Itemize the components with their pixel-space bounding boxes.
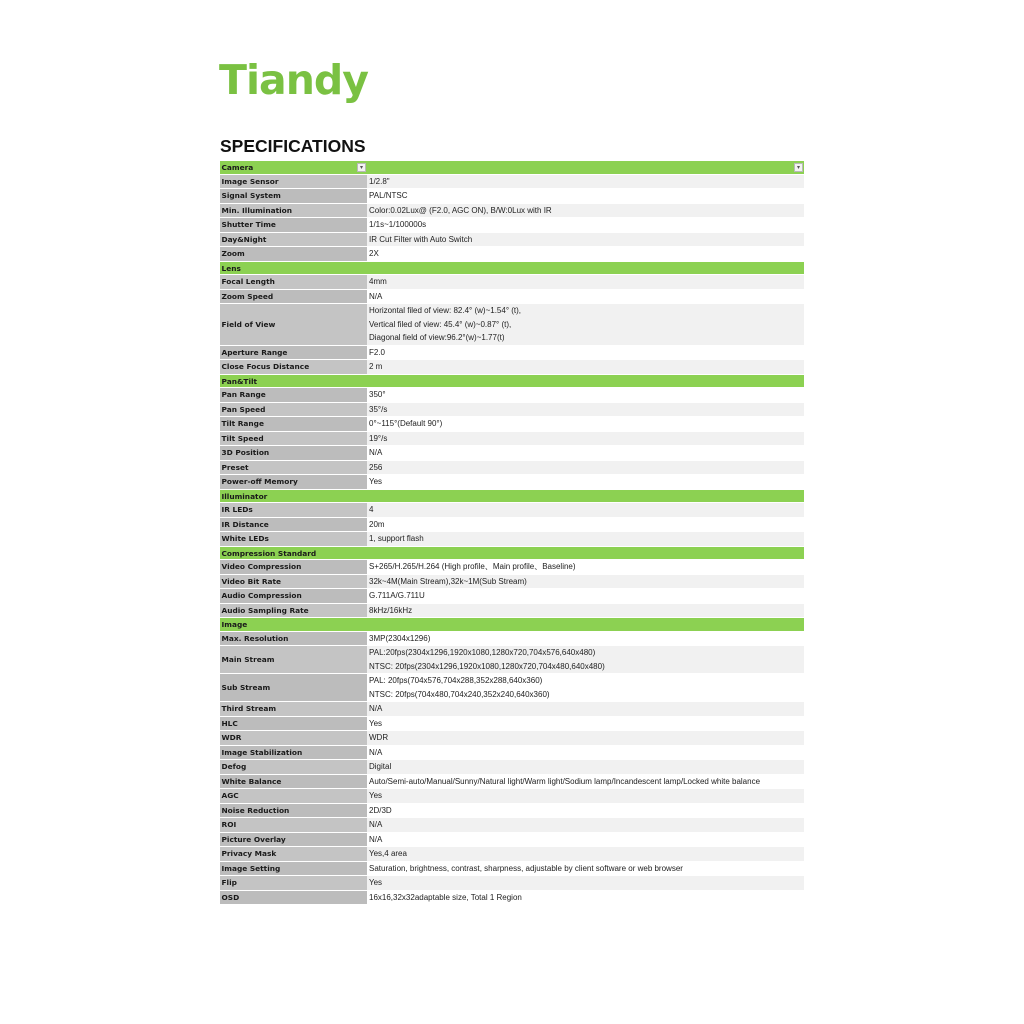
spec-row: [220, 189, 804, 204]
spec-row: [220, 876, 804, 891]
spec-value-line: N/A: [369, 820, 383, 829]
spec-key: Third Stream: [220, 702, 367, 717]
spec-row: [220, 218, 804, 233]
spec-value: [367, 731, 804, 746]
spec-row: [220, 360, 804, 375]
spec-row: [220, 731, 804, 746]
section-fill: [367, 490, 804, 503]
section-fill: [367, 262, 804, 275]
spec-value: [367, 847, 804, 862]
spec-row: [220, 275, 804, 290]
section-title: Illuminator: [221, 491, 268, 501]
spec-key: Tilt Speed: [220, 432, 367, 447]
spec-row: [220, 775, 804, 790]
spec-key: AGC: [220, 789, 367, 804]
spec-row: [220, 503, 804, 518]
spec-value-line: N/A: [369, 747, 383, 757]
section-title: Camera ▾: [220, 161, 367, 174]
spec-value: [367, 789, 804, 804]
spec-row: [220, 717, 804, 732]
spec-value-line: IR Cut Filter with Auto Switch: [369, 234, 473, 244]
spec-key: IR Distance: [220, 518, 367, 533]
spec-value: [367, 218, 804, 233]
spec-key: Video Bit Rate: [220, 575, 367, 590]
spec-key: Image Sensor: [220, 175, 367, 190]
spec-value-line: 2X: [369, 249, 379, 258]
spec-row: [220, 432, 804, 447]
tiandy-logo: Tiandy: [219, 56, 368, 104]
spec-key: Day&Night: [220, 233, 367, 248]
spec-value: [367, 233, 804, 248]
spec-row: [220, 233, 804, 248]
spec-value-line: 2 m: [369, 362, 383, 371]
spec-value-line: 32k~4M(Main Stream),32k~1M(Sub Stream): [369, 576, 527, 586]
spec-key: Min. Illumination: [220, 204, 367, 219]
spec-value-line: 20m: [369, 519, 385, 529]
spec-key: Audio Sampling Rate: [220, 604, 367, 619]
spec-key: WDR: [220, 731, 367, 746]
section-header: [220, 547, 804, 561]
spec-value: [367, 876, 804, 891]
spec-value-line: 4: [369, 505, 374, 514]
section-header: [220, 161, 804, 175]
spec-value-line: Color:0.02Lux@ (F2.0, AGC ON), B/W:0Lux with IR: [369, 205, 552, 215]
spec-value: [367, 204, 804, 219]
spec-value: [367, 833, 804, 848]
section-header: [220, 262, 804, 276]
spec-value: [367, 189, 804, 204]
filter-dropdown-icon[interactable]: ▾: [794, 163, 803, 172]
spec-value: [367, 388, 804, 403]
spec-value-line: 1, support flash: [369, 534, 424, 543]
spec-value: [367, 674, 804, 702]
spec-value-line: Yes: [369, 791, 383, 800]
spec-row: [220, 847, 804, 862]
spec-value-line: 35°/s: [369, 404, 388, 414]
spec-key: Signal System: [220, 189, 367, 204]
spec-value: [367, 818, 804, 833]
spec-value-line: Yes: [369, 878, 383, 887]
spec-key: Pan Speed: [220, 403, 367, 418]
spec-key: Image Stabilization: [220, 746, 367, 761]
spec-value: [367, 589, 804, 604]
spec-value: [367, 432, 804, 447]
spec-value-line: Auto/Semi-auto/Manual/Sunny/Natural light/Warm light/Sodium lamp/Incandescent lamp/Locked white balance: [369, 776, 761, 786]
spec-key: Field of View: [220, 304, 367, 346]
spec-value: [367, 760, 804, 775]
spec-row: [220, 862, 804, 877]
spec-value: [367, 575, 804, 590]
spec-value-line: 8kHz/16kHz: [369, 605, 413, 615]
spec-key: Picture Overlay: [220, 833, 367, 848]
section-header: [220, 375, 804, 389]
spec-value-line: 2D/3D: [369, 805, 392, 815]
spec-key: Defog: [220, 760, 367, 775]
spec-value-line: PAL/NTSC: [369, 191, 408, 200]
spec-row: [220, 388, 804, 403]
spec-row: [220, 818, 804, 833]
spec-row: [220, 403, 804, 418]
spec-value: [367, 717, 804, 732]
spec-value-line: 0°~115°(Default 90°): [369, 419, 443, 428]
spec-value-line: Horizontal filed of view: 82.4° (w)~1.54° (t),: [369, 306, 522, 315]
spec-value: [367, 646, 804, 674]
spec-row: [220, 518, 804, 533]
spec-key: 3D Position: [220, 446, 367, 461]
spec-value-line: N/A: [369, 291, 383, 301]
spec-value-line: 16x16,32x32adaptable size, Total 1 Region: [369, 892, 522, 902]
spec-value-line: Vertical filed of view: 45.4° (w)~0.87° (t),: [369, 319, 512, 329]
spec-value-line: N/A: [369, 704, 383, 713]
spec-value-line: Yes: [369, 477, 383, 486]
spec-key: Focal Length: [220, 275, 367, 290]
spec-value: [367, 360, 804, 375]
filter-dropdown-icon[interactable]: ▾: [357, 163, 366, 172]
spec-row: [220, 760, 804, 775]
spec-row: [220, 461, 804, 476]
spec-value: [367, 175, 804, 190]
spec-value: [367, 632, 804, 647]
spec-value: [367, 804, 804, 819]
spec-value-line: PAL:20fps(2304x1296,1920x1080,1280x720,704x576,640x480): [369, 648, 596, 657]
spec-value: [367, 891, 804, 906]
section-fill: [367, 161, 804, 174]
section-header: [220, 490, 804, 504]
spec-row: [220, 604, 804, 619]
spec-value-line: 350°: [369, 390, 386, 399]
spec-value-line: 256: [369, 462, 383, 472]
spec-row: [220, 175, 804, 190]
spec-row: [220, 702, 804, 717]
spec-row: [220, 204, 804, 219]
spec-row: [220, 632, 804, 647]
spec-value-line: 4mm: [369, 277, 387, 286]
spec-value-line: Yes,4 area: [369, 849, 407, 858]
spec-key: Pan Range: [220, 388, 367, 403]
spec-row: [220, 646, 804, 674]
spec-value: [367, 446, 804, 461]
spec-value-line: 1/1s~1/100000s: [369, 220, 427, 229]
spec-table: [220, 161, 804, 905]
spec-row: [220, 560, 804, 575]
spec-value-line: NTSC: 20fps(2304x1296,1920x1080,1280x720,704x480,640x480): [369, 661, 605, 671]
spec-key: Tilt Range: [220, 417, 367, 432]
spec-key: Max. Resolution: [220, 632, 367, 647]
section-fill: [367, 547, 804, 560]
spec-key: Sub Stream: [220, 674, 367, 702]
spec-row: [220, 746, 804, 761]
section-title: Lens: [221, 263, 241, 273]
spec-row: [220, 589, 804, 604]
section-title: Pan&Tilt: [221, 376, 258, 386]
spec-value-line: F2.0: [369, 347, 386, 357]
spec-key: ROI: [220, 818, 367, 833]
spec-value: [367, 518, 804, 533]
spec-key: Privacy Mask: [220, 847, 367, 862]
spec-row: [220, 575, 804, 590]
section-title: Image: [221, 620, 248, 629]
page-title: SPECIFICATIONS: [220, 136, 366, 156]
spec-key: Main Stream: [220, 646, 367, 674]
spec-value-line: Saturation, brightness, contrast, sharpness, adjustable by client software or web browser: [369, 863, 683, 873]
spec-key: Shutter Time: [220, 218, 367, 233]
section-title: Compression Standard: [221, 548, 317, 558]
spec-row: [220, 417, 804, 432]
section-header: [220, 618, 804, 632]
spec-row: [220, 446, 804, 461]
spec-key: Close Focus Distance: [220, 360, 367, 375]
spec-value-line: N/A: [369, 834, 383, 844]
spec-row: [220, 833, 804, 848]
spec-row: [220, 532, 804, 547]
spec-value-line: 1/2.8": [369, 176, 390, 186]
spec-key: HLC: [220, 717, 367, 732]
spec-value-line: N/A: [369, 448, 383, 457]
spec-value-line: NTSC: 20fps(704x480,704x240,352x240,640x360): [369, 689, 550, 699]
spec-value: [367, 702, 804, 717]
spec-value: [367, 403, 804, 418]
spec-row: [220, 804, 804, 819]
spec-value-line: Yes: [369, 718, 383, 728]
spec-key: Audio Compression: [220, 589, 367, 604]
spec-key: White LEDs: [220, 532, 367, 547]
spec-row: [220, 674, 804, 702]
spec-value: [367, 862, 804, 877]
spec-key: Flip: [220, 876, 367, 891]
spec-value-line: Diagonal field of view:96.2°(w)~1.77(t): [369, 333, 505, 342]
spec-row: [220, 891, 804, 906]
spec-value-line: 3MP(2304x1296): [369, 633, 431, 643]
spec-key: Zoom: [220, 247, 367, 262]
spec-value-line: S+265/H.265/H.264 (High profile、Main profile、Baseline): [369, 562, 576, 571]
spec-value: [367, 475, 804, 490]
section-fill: [367, 618, 804, 631]
spec-key: Aperture Range: [220, 346, 367, 361]
spec-value: [367, 290, 804, 305]
spec-row: [220, 475, 804, 490]
spec-value: [367, 560, 804, 575]
spec-value-line: WDR: [369, 733, 389, 742]
spec-key: White Balance: [220, 775, 367, 790]
spec-value: [367, 532, 804, 547]
spec-value: [367, 275, 804, 290]
spec-value: [367, 503, 804, 518]
spec-key: Video Compression: [220, 560, 367, 575]
spec-row: [220, 290, 804, 305]
spec-value-line: Digital: [369, 762, 392, 771]
spec-key: IR LEDs: [220, 503, 367, 518]
spec-value-line: PAL: 20fps(704x576,704x288,352x288,640x360): [369, 676, 543, 685]
spec-key: Noise Reduction: [220, 804, 367, 819]
spec-value: [367, 604, 804, 619]
spec-value-line: 19°/s: [369, 433, 388, 443]
spec-row: [220, 346, 804, 361]
spec-value: [367, 304, 804, 346]
section-fill: [367, 375, 804, 388]
spec-row: [220, 789, 804, 804]
spec-value-line: G.711A/G.711U: [369, 591, 425, 600]
spec-key: Image Setting: [220, 862, 367, 877]
spec-row: [220, 247, 804, 262]
spec-key: OSD: [220, 891, 367, 906]
spec-value: [367, 461, 804, 476]
spec-key: Zoom Speed: [220, 290, 367, 305]
spec-key: Preset: [220, 461, 367, 476]
spec-value: [367, 775, 804, 790]
spec-key: Power-off Memory: [220, 475, 367, 490]
spec-row: [220, 304, 804, 346]
spec-value: [367, 417, 804, 432]
spec-value: [367, 247, 804, 262]
spec-value: [367, 346, 804, 361]
spec-value: [367, 746, 804, 761]
